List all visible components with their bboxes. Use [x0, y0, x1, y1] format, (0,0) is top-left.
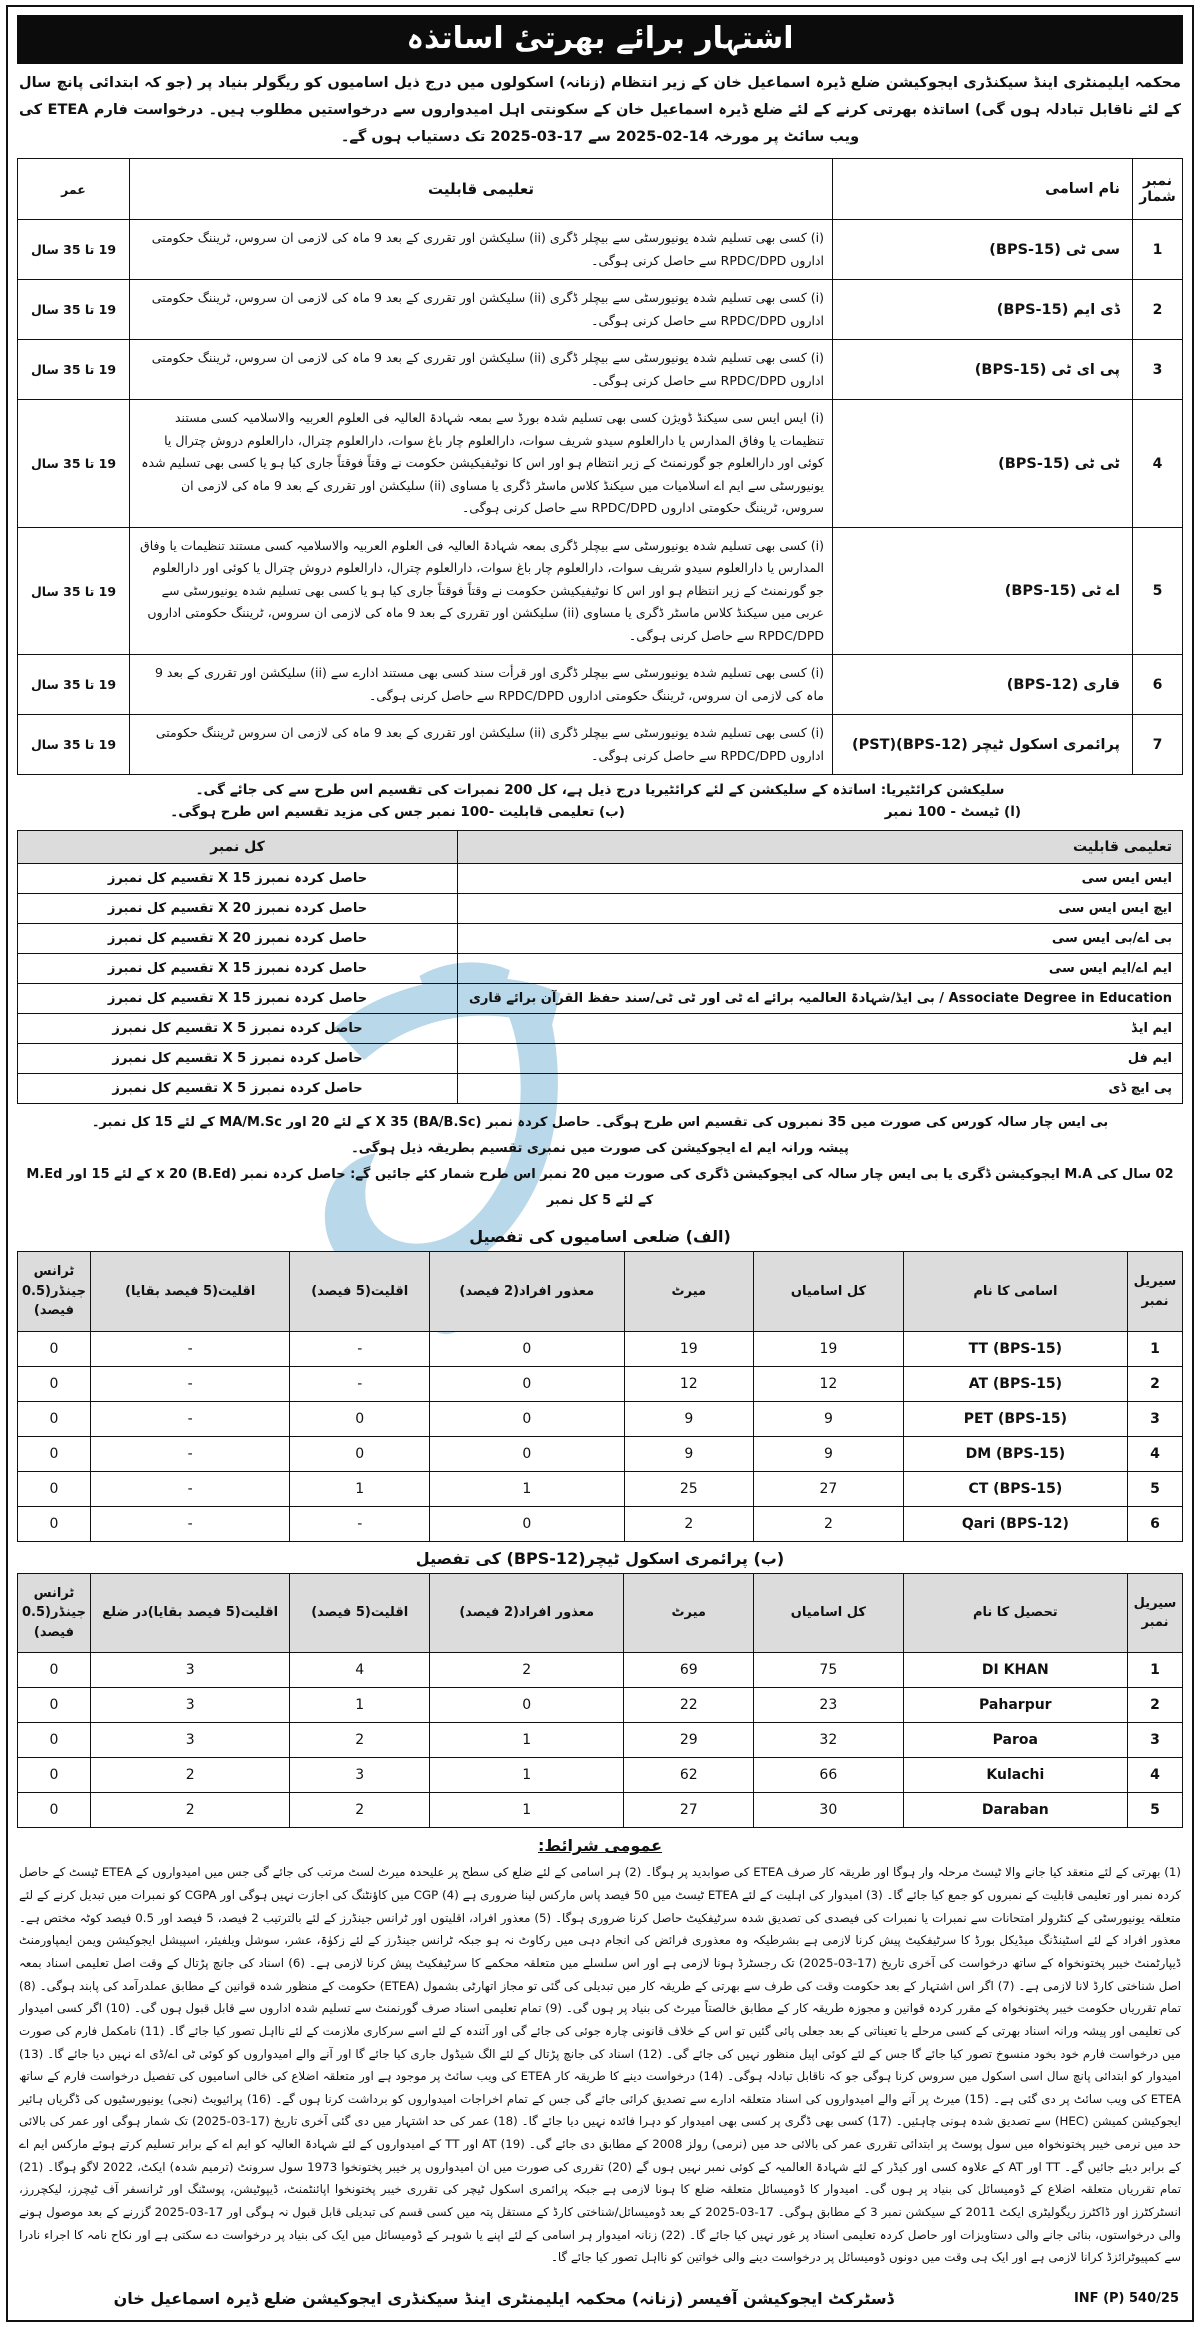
qualification-marks-table — [17, 830, 1183, 1104]
post-age-range: 19 تا 35 سال — [18, 220, 130, 280]
tehsil-row — [18, 1723, 1183, 1758]
qualification-name: پی ایچ ڈی — [458, 1074, 1183, 1104]
cell-minority: 4 — [290, 1653, 430, 1688]
cell-minority-remaining: - — [90, 1366, 289, 1401]
qualification-name: ایم ایڈ — [458, 1014, 1183, 1044]
cell-minority: 3 — [290, 1758, 430, 1793]
col-transgender-quota: ٹرانس جینڈر(0.5 فیصد) — [18, 1252, 91, 1332]
post-row — [18, 715, 1183, 775]
cell-serial: 3 — [1128, 1401, 1183, 1436]
col-transgender-quota: ٹرانس جینڈر(0.5 فیصد) — [18, 1573, 91, 1653]
cell-serial: 3 — [1128, 1723, 1183, 1758]
cell-merit: 22 — [624, 1688, 754, 1723]
cell-total: 2 — [754, 1506, 904, 1541]
qualification-marks-formula: حاصل کردہ نمبرز X 5 تقسیم کل نمبرز — [18, 1074, 458, 1104]
note-professional-ma: پیشہ ورانہ ایم اے ایجوکیشن کی صورت میں نمبری تقسیم بطریقہ ذیل ہوگی۔ — [351, 1141, 849, 1157]
qualification-marks-formula: حاصل کردہ نمبرز X 15 تقسیم کل نمبرز — [18, 954, 458, 984]
cell-serial: 1 — [1128, 1331, 1183, 1366]
cell-merit: 27 — [624, 1793, 754, 1828]
cell-minority: 1 — [290, 1688, 430, 1723]
cell-total: 66 — [754, 1758, 904, 1793]
district-post-row — [18, 1506, 1183, 1541]
cell-tehsil-name: Paroa — [903, 1723, 1127, 1758]
district-posts-table — [17, 1251, 1183, 1542]
cell-merit: 9 — [624, 1401, 754, 1436]
posts-col-qualification: تعلیمی قابلیت — [130, 159, 833, 220]
col-minority-remaining: اقلیت(5 فیصد بقایا)در ضلع — [90, 1573, 289, 1653]
cell-serial: 1 — [1128, 1653, 1183, 1688]
qualification-row — [18, 1074, 1183, 1104]
cell-transgender: 0 — [18, 1793, 91, 1828]
cell-disabled: 0 — [430, 1436, 624, 1471]
cell-serial: 2 — [1128, 1366, 1183, 1401]
cell-serial: 4 — [1128, 1436, 1183, 1471]
cell-merit: 9 — [624, 1436, 754, 1471]
pst-tehsil-table — [17, 1573, 1183, 1829]
qualification-name: ایس ایس سی — [458, 864, 1183, 894]
cell-transgender: 0 — [18, 1688, 91, 1723]
district-post-row — [18, 1366, 1183, 1401]
cell-minority: 1 — [290, 1471, 430, 1506]
post-qualification: (i) ایس ایس سی سیکنڈ ڈویژن کسی بھی تسلیم شدہ بورڈ سے بمعہ شہادۃ العالیہ فی العلوم العربیہ والاسلامیہ کسی مستند تنظیمات یا وفاق المدارس یا دارالعلوم سیدو شریف سوات، دارالعلوم چار باغ سوات، دارالعلوم چترال، دارالعلوم دروش چترال یا کوئی اور دارالعلوم جو گورنمنٹ کے زیر انتظام ہو اور اس کا نوٹیفیکیشن حکومت نے وقتاً فوقتاً جاری کیا ہو یا کسی بھی تسلیم شدہ یونیورسٹی سے ایم اے اسلامیات میں سیکنڈ کلاس ماسٹر ڈگری یا مساوی (ii) سلیکشن اور تقرری کے بعد 9 ماہ کی لازمی ان سروس، ٹریننگ حکومتی اداروں RPDC/DPD سے حاصل کرنی ہوگی۔ — [130, 400, 833, 528]
col-disabled-quota: معذور افراد(2 فیصد) — [430, 1573, 624, 1653]
post-serial: 1 — [1133, 220, 1183, 280]
cell-transgender: 0 — [18, 1366, 91, 1401]
cell-minority-remaining: - — [90, 1331, 289, 1366]
qualification-row — [18, 954, 1183, 984]
col-total-posts: کل اسامیاں — [754, 1573, 904, 1653]
post-name: سی ٹی (BPS-15) — [833, 220, 1133, 280]
cell-post-name: AT (BPS-15) — [903, 1366, 1127, 1401]
general-conditions-text: (1) بھرتی کے لئے منعقد کیا جانے والا ٹیسٹ مرحلہ وار ہوگا اور طریقہ کار صرف ETEA کی صوابدید پر ہوگا۔ (2) ہر اسامی کے لئے ضلع کی سطح پر علیحدہ میرٹ لسٹ مرتب کی جائے گی جس میں امیدواروں کے ETEA ٹیسٹ کے حاصل کردہ نمبر اور تعلیمی قابلیت کے نمبروں کو جمع کیا جائے گا۔ (3) امیدوار کی اہلیت کے لئے ETEA ٹیسٹ میں 50 فیصد پاس مارکس لینا ضروری ہے (4) CGP میں کاؤنٹنگ کی اجازت نہیں ہوگی اور CGPA کو نمبرات میں تبدیل کرنے کے لئے متعلقہ یونیورسٹی کے کنٹرولر امتحانات سے نمبرات یا نمبرات کی فیصدی کی تصدیق شدہ سرٹیفکیٹ حاصل کرنا ضروری ہوگا۔ (5) معذور افراد، اقلیتوں اور ٹرانس جینڈرز کے لئے بالترتیب 2 فیصد، 5 فیصد اور 0.5 فیصد کوٹہ مختص ہے۔ معذور افراد کے لئے اسٹینڈنگ میڈیکل بورڈ کا سرٹیفکیٹ پیش کرنا لازمی ہے بشرطیکہ وہ معذوری فرائض کی انجام دہی میں رکاوٹ نہ ہو جبکہ ٹرانس جینڈرز کے لئے زکوٰۃ، عشر، سوشل ویلفیئر، اسپیشل ایجوکیشن ویمن ایمپاورمنٹ ڈیپارٹمنٹ خیبر پختونخواہ کے ساتھ درخواست کی آخری تاریخ (17-03-2025) تک رجسٹرڈ ہونا لازمی ہے اور اس سلسلے میں متعلقہ محکمے کا سرٹیفکیٹ پیش کرنا لازمی ہے۔ (6) اسناد کی جانچ پڑتال کے وقت اصل تعلیمی اسناد بمعہ اصل شناختی کارڈ لانا لازمی ہے۔ (7) اگر اس اشتہار کے بعد حکومت وقت کی طرف سے بھرتی کے طریقہ کار میں تبدیلی کی گئی تو مجاز اتھارٹی بشمول (ETEA) حکومت کے منظور شدہ قوانین کے مطابق عملدرآمد کی پابند ہوگی۔ (8) تمام تقرریاں حکومت خیبر پختونخواہ کے مقرر کردہ قوانین و مجوزہ طریقہ کار کے مطابق خالصتاً میرٹ کی بنیاد پر ہوں گی۔ (9) تمام تعلیمی اسناد صرف گورنمنٹ سے تسلیم شدہ اداروں سے قابل قبول ہوں گی۔ (10) اگر کسی امیدوار کی تعلیمی اور پیشہ ورانہ اسناد بھرتی کے کسی مرحلے یا تعیناتی کے بعد جعلی پائی گئیں تو اس کے خلاف قانونی چارہ جوئی کی جائے گی اور آئندہ کے لئے اسے سرکاری ملازمت کے لئے نااہل تصور کیا جائے گا۔ (11) نامکمل فارم کی صورت میں درخواست فارم خود بخود منسوخ تصور کیا جائے گا جس کے لئے کوئی اپیل منظور نہیں کی جائے گی۔ (12) اسناد کی جانچ پڑتال کے لئے الگ شیڈول جاری کیا جائے گا اور آنے والے امیدواروں کو کوئی ٹی اے/ڈی اے نہیں دیا جائے گا۔ (13) امیدوار کو ابتدائی پانچ سال اسی اسکول میں سروس کرنا ہوگی جو کہ ناقابل تبادلہ ہوگی۔ (14) درخواست دینے کا طریقہ کار ETEA کی ویب سائٹ پر موجود ہے اور متعلقہ اضلاع کی خالی اسامیوں کی تفصیل درخواست فارم کے ساتھ ETEA کی ویب سائٹ پر دی گئی ہے۔ (15) میرٹ پر آنے والے امیدواروں کی اسناد متعلقہ ادارے سے تصدیق کرائی جائے گی جس کے تمام اخراجات امیدواروں کو برداشت کرنا ہوں گے۔ (16) پرائیویٹ (نجی) یونیورسٹیوں کی ڈگریاں ہائیر ایجوکیشن کمیشن (HEC) سے تصدیق شدہ ہونی چاہئیں۔ (17) کسی بھی ڈگری پر کسی بھی امیدوار کو دہرا فائدہ نہیں دیا جائے گا۔ (18) عمر کی حد اشتہار میں دی گئی آخری تاریخ (17-03-2025) تک شمار ہوگی اور عمر کی بالائی حد میں نرمی خیبر پختونخواہ میں سول پوسٹ پر ابتدائی تقرری عمر کی بالائی حد میں (نرمی) رولز 2008 کے مطابق دی جائے گی۔ (19) AT اور TT کے امیدواروں کے لئے شہادۃ العالیہ کو ایم اے کے برابر تسلیم کرتے ہوئے مارکس ایم اے کے برابر دیئے جائیں گے۔ TT اور AT کے علاوہ کسی اور کیڈر کے لئے شہادۃ العالمیہ کے کوئی نمبر نہیں ہوں گے (20) تقرری کی صورت میں ان امیدواروں پر خیبر پختونخوا 1973 سول سرونٹ (ترمیم شدہ) ایکٹ، 2022 لاگو ہوگا۔ (21) تمام تقرریاں متعلقہ اضلاع کے ڈومیسائل کی بنیاد پر ہوں گی۔ امیدوار کا ڈومیسائل متعلقہ ضلع کا ہونا لازمی ہے جبکہ پرائمری اسکول ٹیچر کی تقرری خیبر پختونخوا اپائنٹمنٹ، ڈیپوٹیشن، پوسٹنگ اور ٹرانسفر آف ٹیچرز، لیکچررز، انسٹرکٹرز اور ڈاکٹرز ریگولیٹری ایکٹ 2011 کے سیکشن نمبر 3 کے مطابق ہوگی۔ 17-03-2025 کے بعد ڈومیسائل/شناختی کارڈ کے مستقل پتہ میں کسی قسم کی تبدیلی قابل قبول نہ ہوگی اور 17-03-2025 گزرنے کے بعد موصول ہونے والی درخواستوں، بنائی جانے والی دستاویزات اور حاصل کردہ تعلیمی اسناد پر غور نہیں کیا جائے گا۔ (22) زنانہ امیدوار ہر اسامی کے لئے اپنے یا شوہر کے ڈومیسائل میں ایک کی بنیاد پر درخواست دے سکتی ہے اور نکاح نامہ کا اجراء نادرا سے کمپیوٹرائزڈ کرانا لازمی ہے اور ایک ہی وقت میں دونوں ڈومیسائل پر درخواست دینے والی خواتین کو نااہل تصور کیا جائے گا۔ — [19, 1865, 1182, 2265]
post-age-range: 19 تا 35 سال — [18, 655, 130, 715]
signature-line: ڈسٹرکٹ ایجوکیشن آفیسر (زنانہ) محکمہ ایلیمنٹری اینڈ سیکنڈری ایجوکیشن ضلع ڈیرہ اسماعیل خان — [113, 2288, 894, 2308]
col-serial: سیریل نمبر — [1128, 1252, 1183, 1332]
cell-total: 32 — [754, 1723, 904, 1758]
cell-disabled: 0 — [430, 1506, 624, 1541]
cell-merit: 62 — [624, 1758, 754, 1793]
posts-col-name: نام اسامی — [833, 159, 1133, 220]
post-serial: 7 — [1133, 715, 1183, 775]
selection-item-qualification: (ب) تعلیمی قابلیت -100 نمبر جس کی مزید تقسیم اس طرح ہوگی۔ — [170, 804, 625, 821]
note-bs-course: بی ایس چار سالہ کورس کی صورت میں 35 نمبروں کی تقسیم اس طرح ہوگی۔ حاصل کردہ نمبر X 35 (BA/B.Sc) کے لئے 20 اور MA/M.Sc کے لئے 15 کل نمبر۔ — [91, 1115, 1109, 1131]
post-qualification: (i) کسی بھی تسلیم شدہ یونیورسٹی سے بیچلر ڈگری (ii) سلیکشن اور تقرری کے بعد 9 ماہ کی لازمی ان سروس، ٹریننگ حکومتی اداروں RPDC/DPD سے حاصل کرنی ہوگی۔ — [130, 340, 833, 400]
cell-minority-remaining: 2 — [90, 1793, 289, 1828]
cell-disabled: 0 — [430, 1366, 624, 1401]
cell-minority: - — [290, 1366, 430, 1401]
cell-minority-remaining: - — [90, 1401, 289, 1436]
qual-col-marks: کل نمبر — [18, 831, 458, 864]
col-serial: سیریل نمبر — [1128, 1573, 1183, 1653]
posts-table — [17, 158, 1183, 775]
qualification-row — [18, 1014, 1183, 1044]
cell-serial: 5 — [1128, 1471, 1183, 1506]
post-row — [18, 220, 1183, 280]
cell-minority: - — [290, 1331, 430, 1366]
cell-total: 19 — [754, 1331, 904, 1366]
cell-transgender: 0 — [18, 1653, 91, 1688]
qualification-name: ایم اے/ایم ایس سی — [458, 954, 1183, 984]
tehsil-row — [18, 1688, 1183, 1723]
district-post-row — [18, 1401, 1183, 1436]
cell-post-name: CT (BPS-15) — [903, 1471, 1127, 1506]
note-ma-education: 02 سال کی M.A ایجوکیشن ڈگری یا بی ایس چار سالہ کی ایجوکیشن ڈگری کی صورت میں 20 نمبر اس طرح شمار کئے جائیں گے: حاصل کردہ نمبر x 20 (B.Ed) کے لئے 15 اور M.Ed کے لئے 5 کل نمبر — [26, 1167, 1174, 1209]
conditions-title: عمومی شرائط: — [537, 1836, 663, 1856]
col-merit: میرٹ — [624, 1252, 754, 1332]
cell-transgender: 0 — [18, 1723, 91, 1758]
posts-header-row — [18, 159, 1183, 220]
section-a-title: (الف) ضلعی اسامیوں کی تفصیل — [469, 1227, 731, 1247]
cell-serial: 6 — [1128, 1506, 1183, 1541]
page-title: اشتہار برائے بھرتیٔ اساتذہ — [406, 21, 794, 56]
cell-tehsil-name: Daraban — [903, 1793, 1127, 1828]
col-tehsil-name: تحصیل کا نام — [903, 1573, 1127, 1653]
cell-merit: 2 — [624, 1506, 754, 1541]
cell-minority: 2 — [290, 1793, 430, 1828]
advertisement-page — [6, 5, 1194, 2322]
qualification-name: Associate Degree in Education / بی ایڈ/شہادۃ العالمیہ برائے اے ٹی اور ٹی ٹی/سند حفظ القرآن برائے قاری — [458, 984, 1183, 1014]
cell-minority-remaining: - — [90, 1506, 289, 1541]
cell-serial: 5 — [1128, 1793, 1183, 1828]
cell-transgender: 0 — [18, 1401, 91, 1436]
cell-merit: 69 — [624, 1653, 754, 1688]
cell-disabled: 1 — [430, 1723, 624, 1758]
cell-merit: 12 — [624, 1366, 754, 1401]
post-serial: 4 — [1133, 400, 1183, 528]
col-minority-remaining: اقلیت(5 فیصد بقایا) — [90, 1252, 289, 1332]
qualification-row — [18, 1044, 1183, 1074]
selection-criteria-text: سلیکشن کرائٹیریا: اساتذہ کے سلیکشن کے لئے کرائٹیریا درج ذیل ہے، کل 200 نمبرات کی تقسیم اس طرح سے کی جائے گی۔ — [195, 782, 1005, 799]
cell-minority: - — [290, 1506, 430, 1541]
qualification-name: بی اے/بی ایس سی — [458, 924, 1183, 954]
qualification-marks-formula: حاصل کردہ نمبرز X 20 تقسیم کل نمبرز — [18, 894, 458, 924]
cell-minority: 2 — [290, 1723, 430, 1758]
cell-total: 30 — [754, 1793, 904, 1828]
cell-minority-remaining: 3 — [90, 1688, 289, 1723]
district-posts-header-row — [18, 1252, 1183, 1332]
cell-disabled: 0 — [430, 1688, 624, 1723]
post-age-range: 19 تا 35 سال — [18, 715, 130, 775]
qualification-marks-formula: حاصل کردہ نمبرز X 15 تقسیم کل نمبرز — [18, 864, 458, 894]
col-disabled-quota: معذور افراد(2 فیصد) — [430, 1252, 624, 1332]
cell-merit: 25 — [624, 1471, 754, 1506]
section-b-title: (ب) پرائمری اسکول ٹیچر(BPS-12) کی تفصیل — [415, 1548, 785, 1568]
cell-minority: 0 — [290, 1401, 430, 1436]
post-qualification: (i) کسی بھی تسلیم شدہ یونیورسٹی سے بیچلر ڈگری (ii) سلیکشن اور تقرری کے بعد 9 ماہ کی لازمی ان سروس ٹریننگ حکومتی اداروں RPDC/DPD سے حاصل کرنی ہوگی۔ — [130, 715, 833, 775]
qualification-marks-formula: حاصل کردہ نمبرز X 15 تقسیم کل نمبرز — [18, 984, 458, 1014]
title-bar — [17, 15, 1183, 64]
col-merit: میرٹ — [624, 1573, 754, 1653]
cell-post-name: TT (BPS-15) — [903, 1331, 1127, 1366]
cell-merit: 19 — [624, 1331, 754, 1366]
cell-total: 27 — [754, 1471, 904, 1506]
cell-minority-remaining: - — [90, 1471, 289, 1506]
post-serial: 2 — [1133, 280, 1183, 340]
posts-col-serial: نمبر شمار — [1133, 159, 1183, 220]
post-age-range: 19 تا 35 سال — [18, 527, 130, 655]
cell-tehsil-name: Kulachi — [903, 1758, 1127, 1793]
selection-item-test: (ا) ٹیسٹ - 100 نمبر — [884, 804, 1021, 821]
post-name: قاری (BPS-12) — [833, 655, 1133, 715]
post-row — [18, 655, 1183, 715]
cell-post-name: PET (BPS-15) — [903, 1401, 1127, 1436]
cell-disabled: 0 — [430, 1401, 624, 1436]
cell-transgender: 0 — [18, 1331, 91, 1366]
footer — [17, 2275, 1183, 2310]
col-post-name: اسامی کا نام — [903, 1252, 1127, 1332]
cell-minority-remaining: 3 — [90, 1653, 289, 1688]
district-post-row — [18, 1471, 1183, 1506]
post-age-range: 19 تا 35 سال — [18, 400, 130, 528]
cell-transgender: 0 — [18, 1758, 91, 1793]
cell-total: 9 — [754, 1436, 904, 1471]
cell-total: 75 — [754, 1653, 904, 1688]
post-age-range: 19 تا 35 سال — [18, 280, 130, 340]
post-name: پی ای ٹی (BPS-15) — [833, 340, 1133, 400]
cell-minority: 0 — [290, 1436, 430, 1471]
post-row — [18, 340, 1183, 400]
cell-disabled: 1 — [430, 1471, 624, 1506]
cell-disabled: 1 — [430, 1758, 624, 1793]
qual-col-qualification: تعلیمی قابلیت — [458, 831, 1183, 864]
cell-transgender: 0 — [18, 1436, 91, 1471]
pst-header-row — [18, 1573, 1183, 1653]
cell-serial: 4 — [1128, 1758, 1183, 1793]
post-age-range: 19 تا 35 سال — [18, 340, 130, 400]
cell-post-name: DM (BPS-15) — [903, 1436, 1127, 1471]
cell-total: 9 — [754, 1401, 904, 1436]
district-post-row — [18, 1436, 1183, 1471]
col-total-posts: کل اسامیاں — [754, 1252, 904, 1332]
tehsil-row — [18, 1758, 1183, 1793]
inf-reference: INF (P) 540/25 — [1073, 2290, 1179, 2306]
post-row — [18, 527, 1183, 655]
cell-transgender: 0 — [18, 1506, 91, 1541]
cell-disabled: 0 — [430, 1331, 624, 1366]
tehsil-row — [18, 1793, 1183, 1828]
post-name: ٹی ٹی (BPS-15) — [833, 400, 1133, 528]
qualification-name: ایچ ایس ایس سی — [458, 894, 1183, 924]
cell-post-name: Qari (BPS-12) — [903, 1506, 1127, 1541]
cell-transgender: 0 — [18, 1471, 91, 1506]
qualification-name: ایم فل — [458, 1044, 1183, 1074]
cell-merit: 29 — [624, 1723, 754, 1758]
col-minority-quota: اقلیت(5 فیصد) — [290, 1573, 430, 1653]
post-qualification: (i) کسی بھی تسلیم شدہ یونیورسٹی سے بیچلر ڈگری بمعہ شہادۃ العالیہ فی العلوم العربیہ والاسلامیہ کسی مستند تنظیمات یا وفاق المدارس یا دارالعلوم سیدو شریف سوات، دارالعلوم چار باغ سوات، دارالعلوم چترال، دارالعلوم دروش چترال یا کوئی اور دارالعلوم جو گورنمنٹ کے زیر انتظام ہو اور اس کا نوٹیفیکیشن حکومت نے وقتاً فوقتاً جاری کیا ہو یا کسی بھی تسلیم شدہ یونیورسٹی سے عربی میں سیکنڈ کلاس ماسٹر ڈگری یا مساوی (ii) سلیکشن اور تقرری کے بعد 9 ماہ کی لازمی ان سروس، ٹریننگ حکومتی اداروں RPDC/DPD سے حاصل کرنی ہوگی۔ — [130, 527, 833, 655]
posts-col-age: عمر — [18, 159, 130, 220]
post-qualification: (i) کسی بھی تسلیم شدہ یونیورسٹی سے بیچلر ڈگری اور قرأت سند کسی بھی مستند ادارے سے (ii) سلیکشن اور تقرری کے بعد 9 ماہ کی لازمی ان سروس، ٹریننگ حکومتی اداروں RPDC/DPD سے حاصل کرنی ہوگی۔ — [130, 655, 833, 715]
post-serial: 5 — [1133, 527, 1183, 655]
qualification-header-row — [18, 831, 1183, 864]
district-post-row — [18, 1331, 1183, 1366]
post-row — [18, 280, 1183, 340]
cell-minority-remaining: - — [90, 1436, 289, 1471]
post-qualification: (i) کسی بھی تسلیم شدہ یونیورسٹی سے بیچلر ڈگری (ii) سلیکشن اور تقرری کے بعد 9 ماہ کی لازمی ان سروس، ٹریننگ حکومتی اداروں RPDC/DPD سے حاصل کرنی ہوگی۔ — [130, 220, 833, 280]
post-name: اے ٹی (BPS-15) — [833, 527, 1133, 655]
qualification-marks-formula: حاصل کردہ نمبرز X 5 تقسیم کل نمبرز — [18, 1044, 458, 1074]
selection-criteria-block — [17, 775, 1183, 830]
cell-total: 23 — [754, 1688, 904, 1723]
intro-text: محکمہ ایلیمنٹری اینڈ سیکنڈری ایجوکیشن ضلع ڈیرہ اسماعیل خان کے زیر انتظام (زنانہ) اسکولوں میں درج ذیل اسامیوں کو ریگولر بنیاد پر (جو کہ ابتدائی پانچ سال کے لئے ناقابل تبادلہ ہوں گی) اساتذہ بھرتی کرنے کے لئے ضلع ڈیرہ اسماعیل خان کے سکونتی اہل امیدواروں سے درخواستیں مطلوب ہیں۔ درخواست فارم ETEA کی ویب سائٹ پر مورخہ 14-02-2025 سے 17-03-2025 تک دستیاب ہوں گے۔ — [19, 75, 1181, 145]
qualification-row — [18, 864, 1183, 894]
cell-tehsil-name: DI KHAN — [903, 1653, 1127, 1688]
cell-disabled: 1 — [430, 1793, 624, 1828]
post-name: ڈی ایم (BPS-15) — [833, 280, 1133, 340]
cell-total: 12 — [754, 1366, 904, 1401]
qualification-marks-formula: حاصل کردہ نمبرز X 5 تقسیم کل نمبرز — [18, 1014, 458, 1044]
tehsil-row — [18, 1653, 1183, 1688]
qualification-row — [18, 894, 1183, 924]
cell-minority-remaining: 3 — [90, 1723, 289, 1758]
post-row — [18, 400, 1183, 528]
cell-disabled: 2 — [430, 1653, 624, 1688]
post-name: پرائمری اسکول ٹیچر (BPS-12)(PST) — [833, 715, 1133, 775]
post-serial: 6 — [1133, 655, 1183, 715]
qualification-marks-formula: حاصل کردہ نمبرز X 20 تقسیم کل نمبرز — [18, 924, 458, 954]
post-serial: 3 — [1133, 340, 1183, 400]
qualification-row — [18, 924, 1183, 954]
qualification-row — [18, 984, 1183, 1014]
post-qualification: (i) کسی بھی تسلیم شدہ یونیورسٹی سے بیچلر ڈگری (ii) سلیکشن اور تقرری کے بعد 9 ماہ کی لازمی ان سروس، ٹریننگ حکومتی اداروں RPDC/DPD سے حاصل کرنی ہوگی۔ — [130, 280, 833, 340]
cell-serial: 2 — [1128, 1688, 1183, 1723]
col-minority-quota: اقلیت(5 فیصد) — [290, 1252, 430, 1332]
marks-notes — [17, 1104, 1183, 1220]
cell-minority-remaining: 2 — [90, 1758, 289, 1793]
cell-tehsil-name: Paharpur — [903, 1688, 1127, 1723]
